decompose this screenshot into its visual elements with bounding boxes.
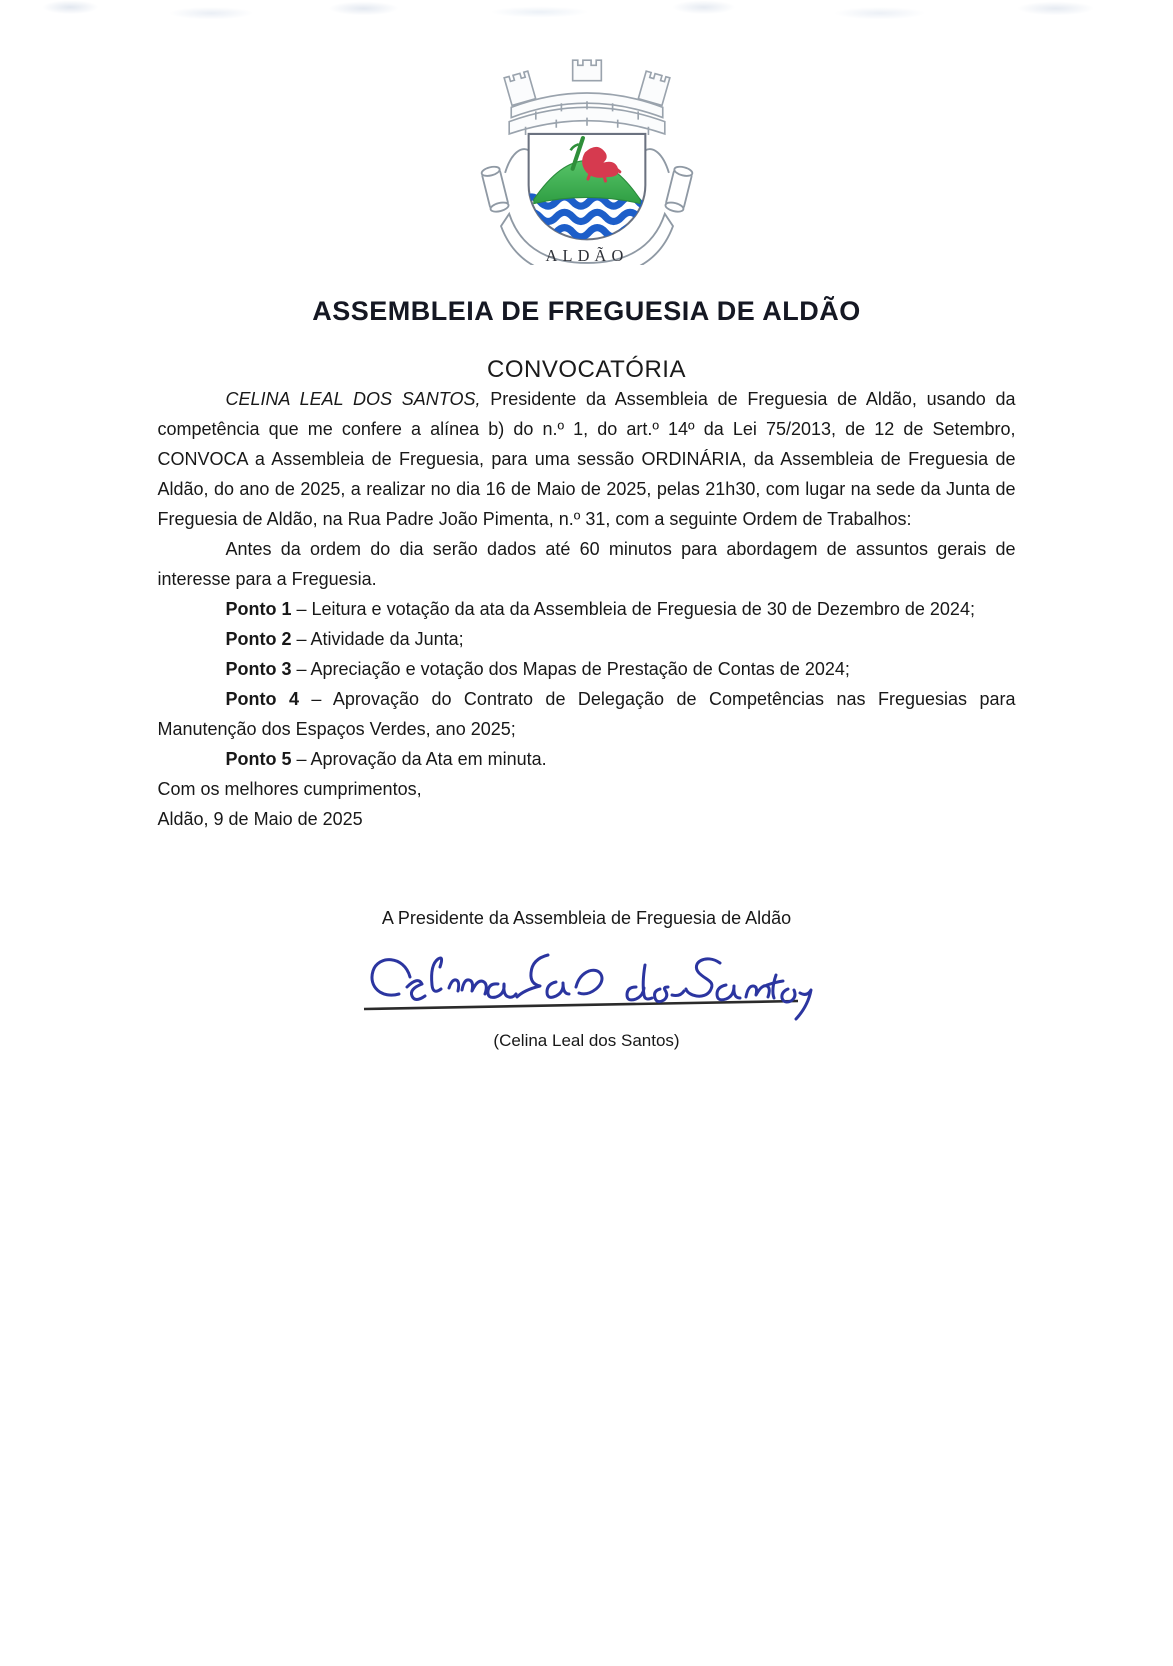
agenda-item-3 <box>158 654 1016 684</box>
place-and-date-line: Aldão, 9 de Maio de 2025 <box>157 809 363 829</box>
intro-paragraph <box>158 384 1016 534</box>
banner-text: ALDÃO <box>545 245 628 265</box>
signatory-role-line: A Presidente da Assembleia de Freguesia de Aldão <box>381 908 792 928</box>
agenda-item-3-text: – Apreciação e votação dos Mapas de Prestação de Contas de 2024; <box>291 659 850 679</box>
signature-ink-strokes <box>371 955 810 1019</box>
intro-paragraph-text: Presidente da Assembleia de Freguesia de Aldão, usando da competência que me confere a alínea b) do n.º 1, do art.º 14º da Lei 75/2013, de 12 de Setembro, CONVOCA a Assembleia de Freguesia, para uma sessão ORDINÁRIA, da Assembleia de Freguesia de Aldão, do ano de 2025, a realizar no dia 16 de Maio de 2025, pelas 21h30, com lugar na sede da Junta de Freguesia de Aldão, na Rua Padre João Pimenta, n.º 31, com a seguinte Ordem de Trabalhos: <box>157 389 1016 529</box>
agenda-item-1 <box>158 594 1016 624</box>
agenda-item-4-label: Ponto 4 <box>225 689 299 709</box>
crest-of-aldao-icon <box>462 50 712 265</box>
agenda-item-1-text: – Leitura e votação da ata da Assembleia de Freguesia de 30 de Dezembro de 2024; <box>291 599 975 619</box>
agenda-item-5 <box>158 744 1016 774</box>
municipal-crest <box>457 50 717 270</box>
closing-line: Com os melhores cumprimentos, <box>157 779 422 799</box>
agenda-item-5-text: – Aprovação da Ata em minuta. <box>291 749 547 769</box>
agenda-item-4-text: – Aprovação do Contrato de Delegação de Competências nas Freguesias para Manutenção dos Espaços Verdes, ano 2025; <box>157 689 1016 739</box>
signature-line <box>364 1001 798 1009</box>
agenda-item-1-label: Ponto 1 <box>225 599 292 619</box>
mural-crown-icon <box>504 60 670 135</box>
president-name-italic: CELINA LEAL DOS SANTOS, <box>225 389 481 409</box>
scanner-smudge-artifact <box>0 0 1173 24</box>
pre-agenda-paragraph: Antes da ordem do dia serão dados até 60 minutos para abordagem de assuntos gerais de interesse para a Freguesia. <box>157 539 1016 589</box>
agenda-item-5-label: Ponto 5 <box>225 749 292 769</box>
handwritten-signature <box>352 937 822 1029</box>
agenda-item-4 <box>158 684 1016 744</box>
printed-signatory-name: (Celina Leal dos Santos) <box>493 1031 680 1050</box>
agenda-item-2 <box>158 624 1016 654</box>
agenda-item-3-label: Ponto 3 <box>225 659 292 679</box>
document-title: ASSEMBLEIA DE FREGUESIA DE ALDÃO <box>312 296 861 326</box>
agenda-item-2-text: – Atividade da Junta; <box>291 629 464 649</box>
document-body <box>158 384 1016 834</box>
document-subtitle: CONVOCATÓRIA <box>487 356 686 383</box>
agenda-item-2-label: Ponto 2 <box>225 629 292 649</box>
signature-block <box>0 908 1173 1051</box>
